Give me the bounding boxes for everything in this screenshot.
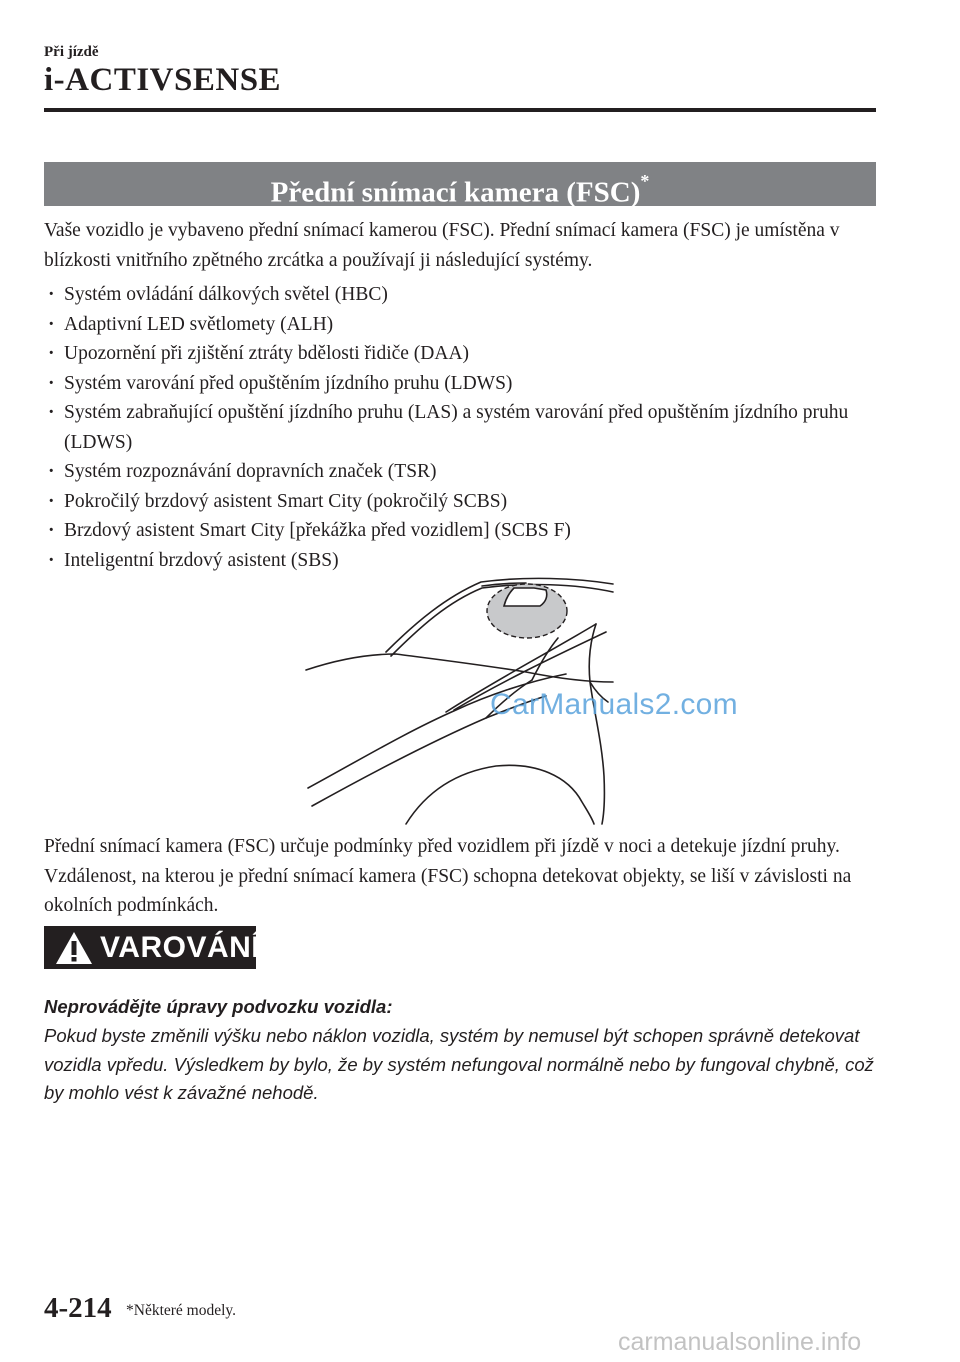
list-item: · Systém varování před opuštěním jízdního pruhu (LDWS) — [44, 369, 874, 399]
intro-paragraph: Vaše vozidlo je vybaveno přední snímací kamerou (FSC). Přední snímací kamera (FSC) je umístěna v blízkosti vnitřního zpětného zrcátka a používají ji následující systémy. — [44, 220, 840, 271]
warning-label: VAROVÁNÍ — [100, 931, 261, 964]
systems-list — [44, 280, 874, 575]
watermark: CarManuals2.com — [490, 688, 738, 721]
breadcrumb: Při jízdě — [44, 44, 99, 60]
list-item: · Systém zabraňující opuštění jízdního pruhu (LAS) a systém varování před opuštěním jízdního pruhu (LDWS) — [44, 398, 874, 457]
list-item: · Systém ovládání dálkových světel (HBC) — [44, 280, 874, 310]
chapter-title: i-ACTIVSENSE — [44, 62, 282, 98]
list-item: · Inteligentní brzdový asistent (SBS) — [44, 546, 874, 576]
warning-text: Pokud byste změnili výšku nebo náklon vozidla, systém by nemusel být schopen správně detekovat vozidla vpředu. Výsledkem by bylo, že by systém nefungoval normálně nebo by fungoval chybně, což by mohlo vést k závažné nehodě. — [44, 1025, 874, 1103]
list-item: · Pokročilý brzdový asistent Smart City (pokročilý SCBS) — [44, 487, 874, 517]
list-item: · Upozornění při zjištění ztráty bdělosti řidiče (DAA) — [44, 339, 874, 369]
header-rule — [44, 108, 876, 112]
list-item: · Adaptivní LED světlomety (ALH) — [44, 310, 874, 340]
site-watermark: carmanualsonline.info — [618, 1328, 862, 1356]
page-number: 4-214 — [44, 1292, 112, 1324]
section-title-marker: * — [640, 171, 650, 191]
warning-banner — [44, 926, 261, 969]
warning-triangle-icon — [54, 930, 94, 966]
list-item: · Systém rozpoznávání dopravních značek (TSR) — [44, 457, 874, 487]
description-paragraph: Přední snímací kamera (FSC) určuje podmínky před vozidlem při jízdě v noci a detekuje jízdní pruhy. Vzdálenost, na kterou je přední snímací kamera (FSC) schopna detekovat objekty, se liší v závislosti na okolních podmínkách. — [44, 836, 852, 916]
warning-heading: Neprovádějte úpravy podvozku vozidla: — [44, 996, 393, 1017]
section-title-banner — [44, 162, 876, 209]
footnote: *Některé modely. — [126, 1302, 237, 1319]
list-item: · Brzdový asistent Smart City [překážka před vozidlem] (SCBS F) — [44, 516, 874, 546]
section-title: Přední snímací kamera (FSC) — [270, 176, 641, 209]
